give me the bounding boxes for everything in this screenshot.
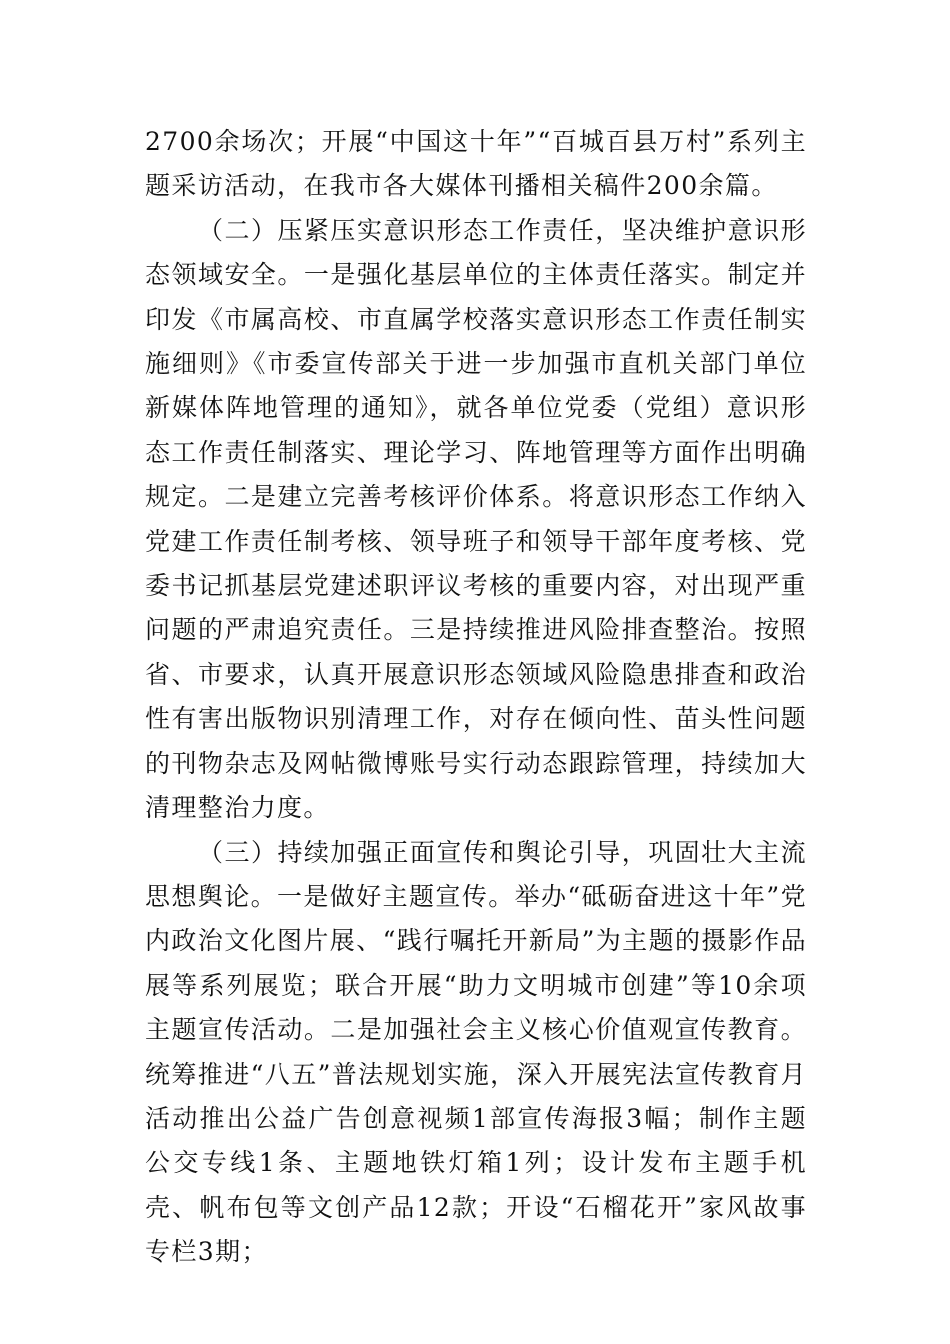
document-body (145, 120, 807, 1275)
paragraph-section-three: （三）持续加强正面宣传和舆论引导，巩固壮大主流思想舆论。一是做好主题宣传。举办“砥砺奋进这十年”党内政治文化图片展、“践行嘱托开新局”为主题的摄影作品展等系列展览；联合开展“助力文明城市创建”等10余项主题宣传活动。二是加强社会主义核心价值观宣传教育。统筹推进“八五”普法规划实施，深入开展宪法宣传教育月活动推出公益广告创意视频1部宣传海报3幅；制作主题公交专线1条、主题地铁灯箱1列；设计发布主题手机壳、帆布包等文创产品12款；开设“石榴花开”家风故事专栏3期； (145, 837, 807, 1267)
paragraph-section-two: （二）压紧压实意识形态工作责任，坚决维护意识形态领域安全。一是强化基层单位的主体责任落实。制定并印发《市属高校、市直属学校落实意识形态工作责任制实施细则》《市委宣传部关于进一步加强市直机关部门单位新媒体阵地管理的通知》，就各单位党委（党组）意识形态工作责任制落实、理论学习、阵地管理等方面作出明确规定。二是建立完善考核评价体系。将意识形态工作纳入党建工作责任制考核、领导班子和领导干部年度考核、党委书记抓基层党建述职评议考核的重要内容，对出现严重问题的严肃追究责任。三是持续推进风险排查整治。按照省、市要求，认真开展意识形态领域风险隐患排查和政治性有害出版物识别清理工作，对存在倾向性、苗头性问题的刊物杂志及网帖微博账号实行动态跟踪管理，持续加大清理整治力度。 (145, 215, 807, 823)
paragraph-continuation: 2700余场次；开展“中国这十年”“百城百县万村”系列主题采访活动，在我市各大媒体刊播相关稿件200余篇。 (145, 127, 807, 201)
